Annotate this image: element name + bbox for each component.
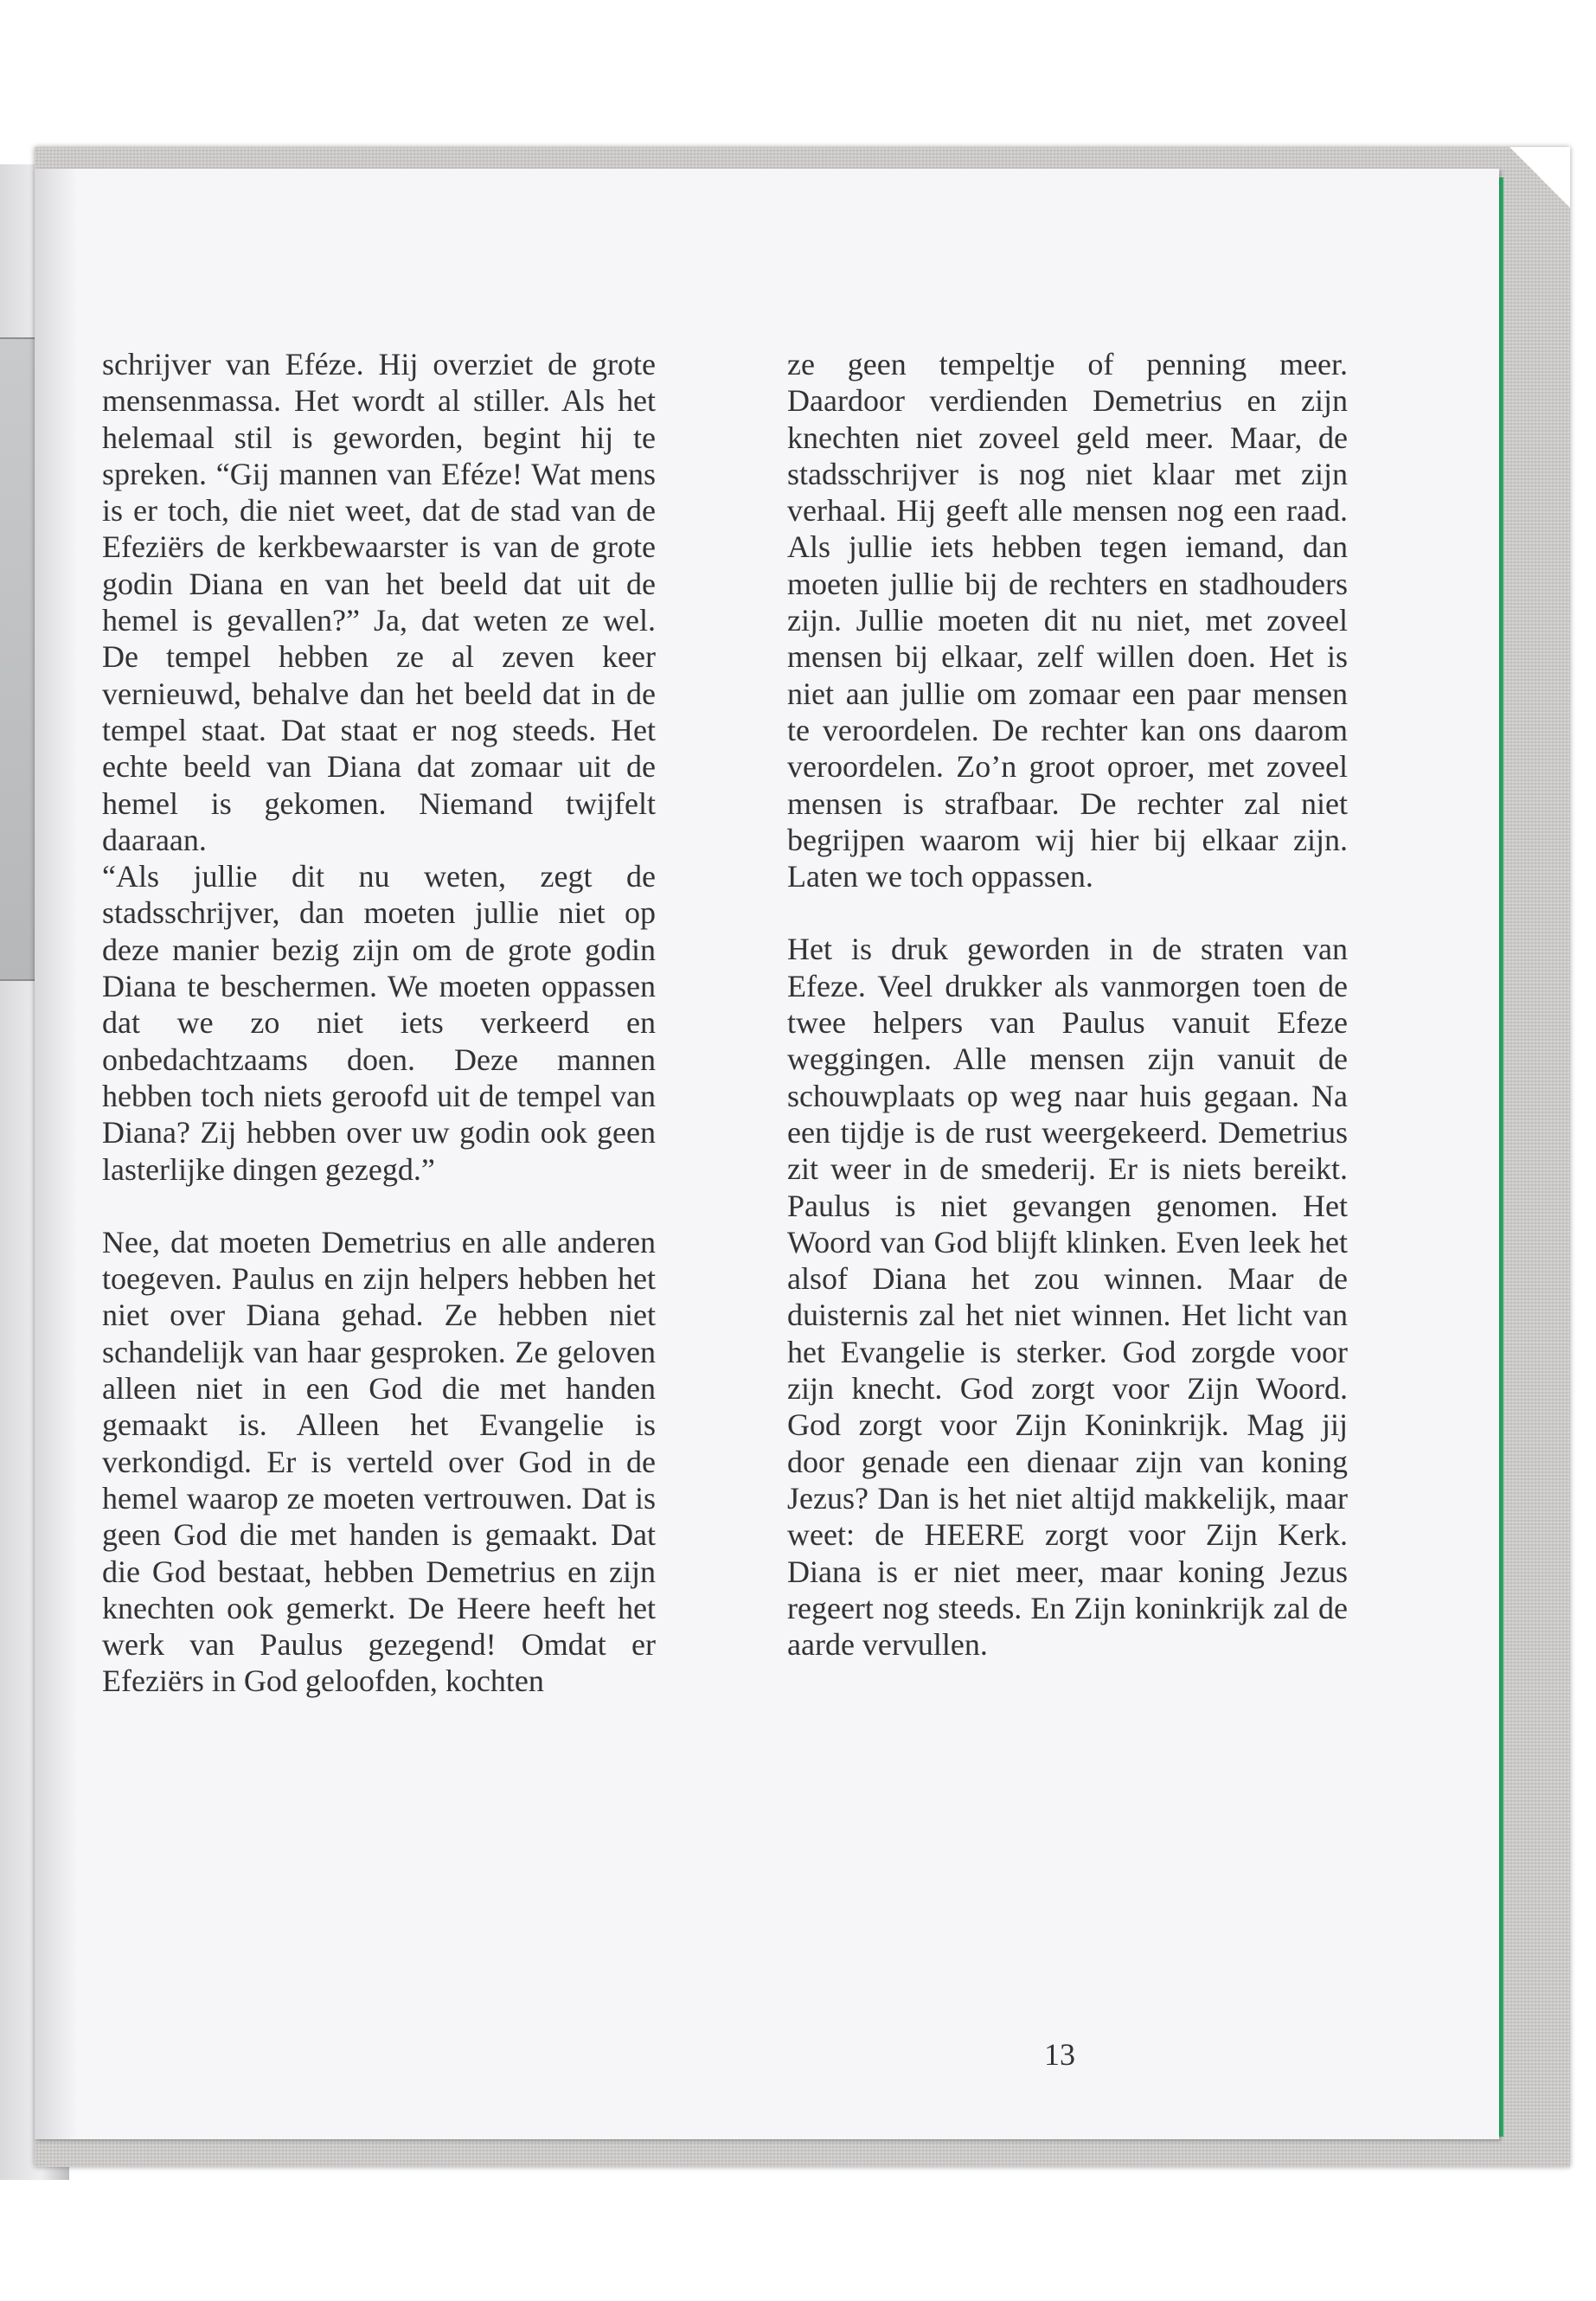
left-paragraph-2: “Als jullie dit nu weten, zegt de stadsschrijver, dan moeten jullie niet op deze manier bezig zijn om de grote godin Diana te beschermen. We moeten oppassen dat we zo niet iets verkeerd en onbedachtzaams doen. Deze mannen hebben toch niets geroofd uit de tempel van Diana? Zij hebben over uw godin ook geen lasterlijke dingen gezegd.”: [102, 859, 656, 1187]
left-text-column: [102, 346, 656, 1700]
left-paragraph-1: schrijver van Eféze. Hij overziet de grote mensenmassa. Het wordt al stiller. Als het helemaal stil is geworden, begint hij te spreken. “Gij mannen van Eféze! Wat mens is er toch, die niet weet, dat de stad van de Efeziërs de kerkbewaarster is van de grote godin Diana en van het beeld dat uit de hemel is gevallen?” Ja, dat weten ze wel. De tempel hebben ze al zeven keer vernieuwd, behalve dan het beeld dat in de tempel staat. Dat staat er nog steeds. Het echte beeld van Diana dat zomaar uit de hemel is gekomen. Niemand twijfelt daaraan.: [102, 347, 656, 857]
right-paragraph-1: ze geen tempeltje of penning meer. Daardoor verdienden Demetrius en zijn knechten niet zoveel geld meer. Maar, de stadsschrijver is nog niet klaar met zijn verhaal. Hij geeft alle mensen nog een raad. Als jullie iets hebben tegen iemand, dan moeten jullie bij de rechters en stadhouders zijn. Jullie moeten dit nu niet, met zoveel mensen bij elkaar, zelf willen doen. Het is niet aan jullie om zomaar een paar mensen te veroordelen. De rechter kan ons daarom veroordelen. Zo’n groot oproer, met zoveel mensen is strafbaar. De rechter zal niet begrijpen waarom wij hier bij elkaar zijn. Laten we toch oppassen.: [787, 347, 1348, 894]
page-number: 13: [1044, 2037, 1075, 2072]
page-gutter-shadow: [35, 169, 78, 2139]
right-text-column: [787, 346, 1348, 1663]
left-paragraph-3: Nee, dat moeten Demetrius en alle anderen toegeven. Paulus en zijn helpers hebben het niet over Diana gehad. Ze hebben niet schandelijk van haar gesproken. Ze geloven alleen niet in een God die met handen gemaakt is. Alleen het Evangelie is verkondigd. Er is verteld over God in de hemel waarop ze moeten vertrouwen. Dat is geen God die met handen is gemaakt. Dat die God bestaat, hebben Demetrius en zijn knechten ook gemerkt. De Heere heeft het werk van Paulus gezegend! Omdat er Efeziërs in God geloofden, kochten: [102, 1224, 656, 1699]
cover-corner: [1509, 147, 1570, 208]
right-paragraph-2: Het is druk geworden in de straten van Efeze. Veel drukker als vanmorgen toen de twee helpers van Paulus vanuit Efeze weggingen. Alle mensen zijn vanuit de schouwplaats op weg naar huis gegaan. Na een tijdje is de rust weergekeerd. Demetrius zit weer in de smederij. Er is niets bereikt. Paulus is niet gevangen genomen. Het Woord van God blijft klinken. Even leek het alsof Diana het zou winnen. Maar de duisternis zal het niet winnen. Het licht van het Evangelie is sterker. God zorgde voor zijn knecht. God zorgt voor Zijn Woord. God zorgt voor Zijn Koninkrijk. Mag jij door genade een dienaar zijn van koning Jezus? Dan is het niet altijd makkelijk, maar weet: de HEERE zorgt voor Zijn Kerk. Diana is er niet meer, maar koning Jezus regeert nog steeds. En Zijn koninkrijk zal de aarde vervullen.: [787, 932, 1348, 1663]
